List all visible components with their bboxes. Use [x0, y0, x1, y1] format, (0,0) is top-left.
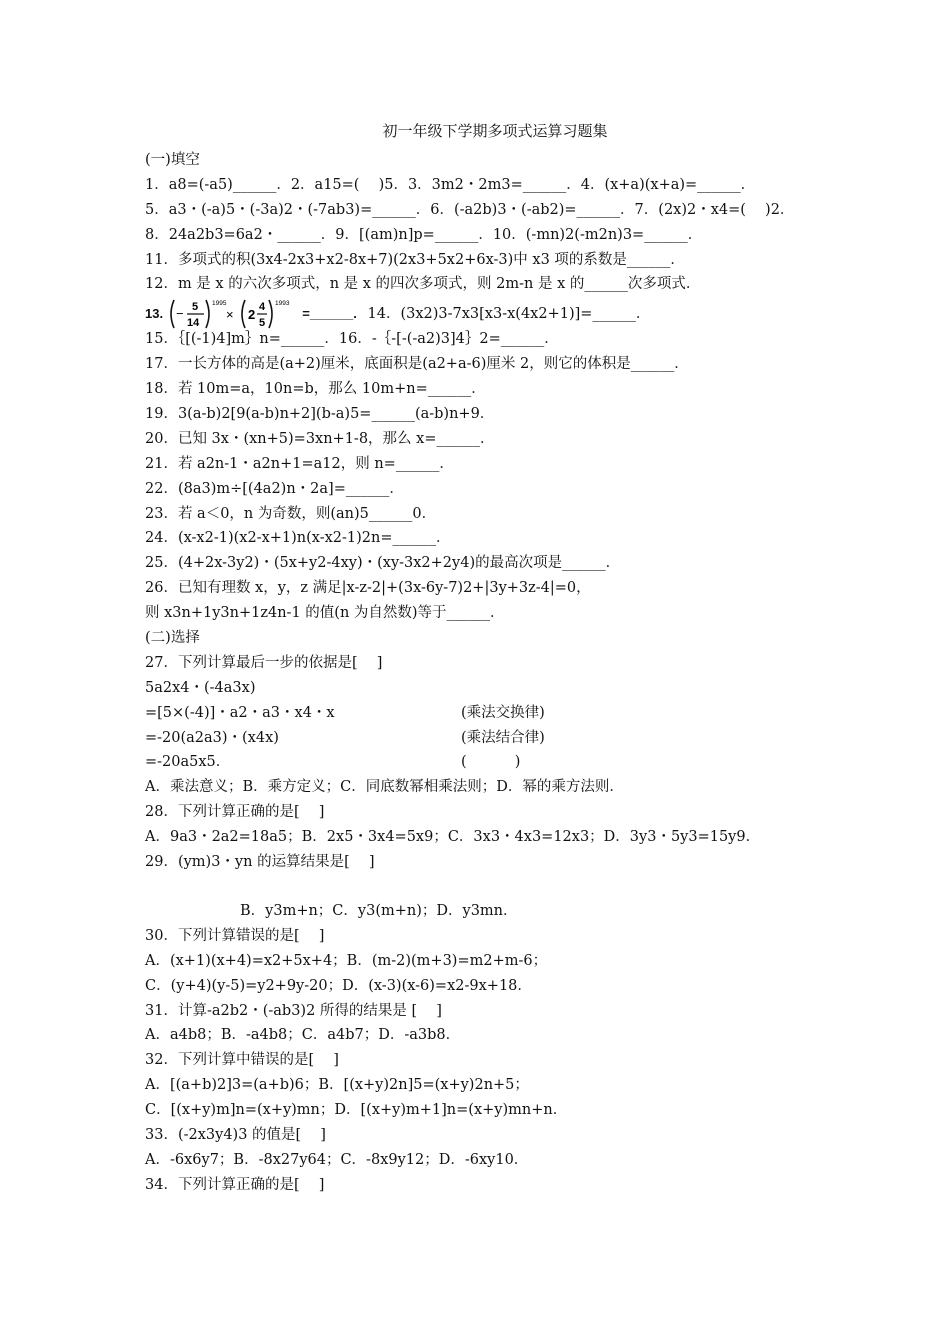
formula-13-f1-exponent: 1995 [211, 300, 227, 308]
question-28: 28．下列计算正确的是[ ] [145, 804, 325, 821]
left-paren-1 [171, 300, 174, 328]
question-12: 12．m 是 x 的六次多项式，n 是 x 的四次多项式，则 2m-n 是 x 的______次多项式． [145, 276, 701, 293]
question-13-14 [145, 297, 845, 330]
formula-13-f2-numerator: 4 [258, 301, 265, 314]
section-fill-heading: (一)填空 [145, 152, 200, 168]
question-5-7: 5．a3・(-a)5・(-3a)2・(-7ab3)=______．6．(-a2b)3・(-ab2)=______．7．(2x)2・x4=( )2． [145, 201, 795, 218]
question-30-options-ab: A．(x+1)(x+4)=x2+5x+4；B．(m-2)(m+3)=m2+m-6； [145, 952, 548, 969]
question-30-options-cd: C．(y+4)(y-5)=y2+9y-20；D．(x-3)(x-6)=x2-9x+18． [145, 977, 532, 994]
question-27: 27．下列计算最后一步的依据是[ ] [145, 654, 383, 671]
right-paren-1 [206, 300, 209, 328]
question-27-step-3-expr: =-20a5x5． [145, 754, 231, 771]
question-8-10: 8．24a2b3=6a2・______．9．[(am)n]p=______．10．(-mn)2(-m2n)3=______． [145, 226, 703, 243]
left-paren-2 [242, 300, 245, 328]
question-22: 22．(8a3)m÷[(4a2)n・2a]=______． [145, 480, 404, 497]
question-20: 20．已知 3x・(xn+5)=3xn+1-8，那么 x=______． [145, 430, 495, 447]
question-27-step-2-expr: =-20(a2a3)・(x4x) [145, 729, 279, 746]
question-19: 19．3(a-b)2[9(a-b)n+2](b-a)5=______(a-b)n+9． [145, 406, 495, 423]
formula-13-f2-exponent: 1993 [274, 300, 290, 308]
formula-13-sign: − [175, 306, 184, 322]
question-23: 23．若 a＜0，n 为奇数，则(an)5______0． [145, 505, 437, 522]
question-27-step-1 [145, 701, 845, 726]
formula-13-times: × [225, 307, 234, 323]
question-34: 34．下列计算正确的是[ ] [145, 1176, 325, 1193]
question-17: 17．一长方体的高是(a+2)厘米，底面积是(a2+a-6)厘米 2，则它的体积是______． [145, 356, 689, 373]
document-page [145, 120, 845, 1198]
question-27-step-1-reason: (乘法交换律) [461, 704, 545, 721]
spacer [145, 875, 845, 899]
question-14: 14．(3x2)3-7x3[x3-x(4x2+1)]=______． [367, 306, 651, 323]
question-26-line-2: 则 x3n+1y3n+1z4n-1 的值(n 为自然数)等于______． [145, 605, 505, 622]
question-30: 30．下列计算错误的是[ ] [145, 927, 325, 944]
question-32: 32．下列计算中错误的是[ ] [145, 1052, 339, 1069]
question-26-line-1: 26．已知有理数 x，y，z 满足|x-z-2|+(3x-6y-7)2+|3y+3z-4|=0， [145, 580, 591, 597]
question-24: 24．(x-x2-1)(x2-x+1)n(x-x2-1)2n=______． [145, 530, 451, 547]
question-1-4: 1．a8=(-a5)______．2．a15=( )5．3．3m2・2m3=______．4．(x+a)(x+a)=______． [145, 176, 756, 193]
question-13-blank: =______. [302, 306, 357, 322]
question-27-step-3 [145, 750, 845, 775]
question-25: 25．(4+2x-3y2)・(5x+y2-4xy)・(xy-3x2+2y4)的最高次项是______． [145, 555, 621, 572]
question-11: 11．多项式的积(3x4-2x3+x2-8x+7)(2x3+5x2+6x-3)中 x3 项的系数是______． [145, 251, 685, 268]
question-33-options: A．-6x6y7；B．-8x27y64；C．-8x9y12；D．-6xy10． [145, 1151, 529, 1168]
question-27-step-3-reason: ( ) [461, 754, 521, 771]
question-27-step-1-expr: =[5×(-4)]・a2・a3・x4・x [145, 704, 335, 721]
formula-13-f1-denominator: 14 [186, 317, 199, 330]
question-21: 21．若 a2n-1・a2n+1=a12，则 n=______． [145, 455, 454, 472]
question-28-options: A．9a3・2a2=18a5；B．2x5・3x4=5x9；C．3x3・4x3=12x3；D．3y3・5y3=15y9． [145, 829, 761, 846]
question-29-options: B．y3m+n；C．y3(m+n)；D．y3mn． [240, 902, 518, 919]
section-choice-heading: (二)选择 [145, 630, 200, 647]
question-27-options: A．乘法意义；B．乘方定义；C．同底数幂相乘法则；D．幂的乘方法则． [145, 779, 624, 796]
formula-13-f2-whole: 2 [247, 307, 255, 323]
question-27-step-0: 5a2x4・(-4a3x) [145, 679, 256, 696]
formula-13-f1-numerator: 5 [191, 301, 198, 314]
question-33: 33．(-2x3y4)3 的值是[ ] [145, 1126, 326, 1143]
question-18: 18．若 10m=a，10n=b，那么 10m+n=______． [145, 381, 486, 398]
question-15-16: 15．｛[(-1)4]m｝n=______．16．-｛-[-(-a2)3]4｝2=______． [145, 331, 559, 348]
question-13-number: 13. [145, 306, 164, 322]
question-13-formula [168, 297, 298, 331]
question-31-options: A．a4b8；B．-a4b8；C．a4b7；D．-a3b8． [145, 1027, 461, 1044]
page-title: 初一年级下学期多项式运算习题集 [382, 122, 608, 140]
question-29: 29．(ym)3・yn 的运算结果是[ ] [145, 854, 375, 871]
question-32-options-cd: C．[(x+y)m]n=(x+y)mn；D．[(x+y)m+1]n=(x+y)mn+n． [145, 1102, 568, 1119]
question-31: 31．计算-a2b2・(-ab3)2 所得的结果是 [ ] [145, 1002, 442, 1019]
formula-13-graphic [168, 297, 298, 331]
question-27-step-2 [145, 726, 845, 751]
formula-13-f2-denominator: 5 [258, 317, 265, 330]
question-32-options-ab: A．[(a+b)2]3=(a+b)6；B．[(x+y)2n]5=(x+y)2n+5； [145, 1077, 529, 1094]
right-paren-2 [269, 300, 272, 328]
question-27-step-2-reason: (乘法结合律) [461, 729, 545, 746]
